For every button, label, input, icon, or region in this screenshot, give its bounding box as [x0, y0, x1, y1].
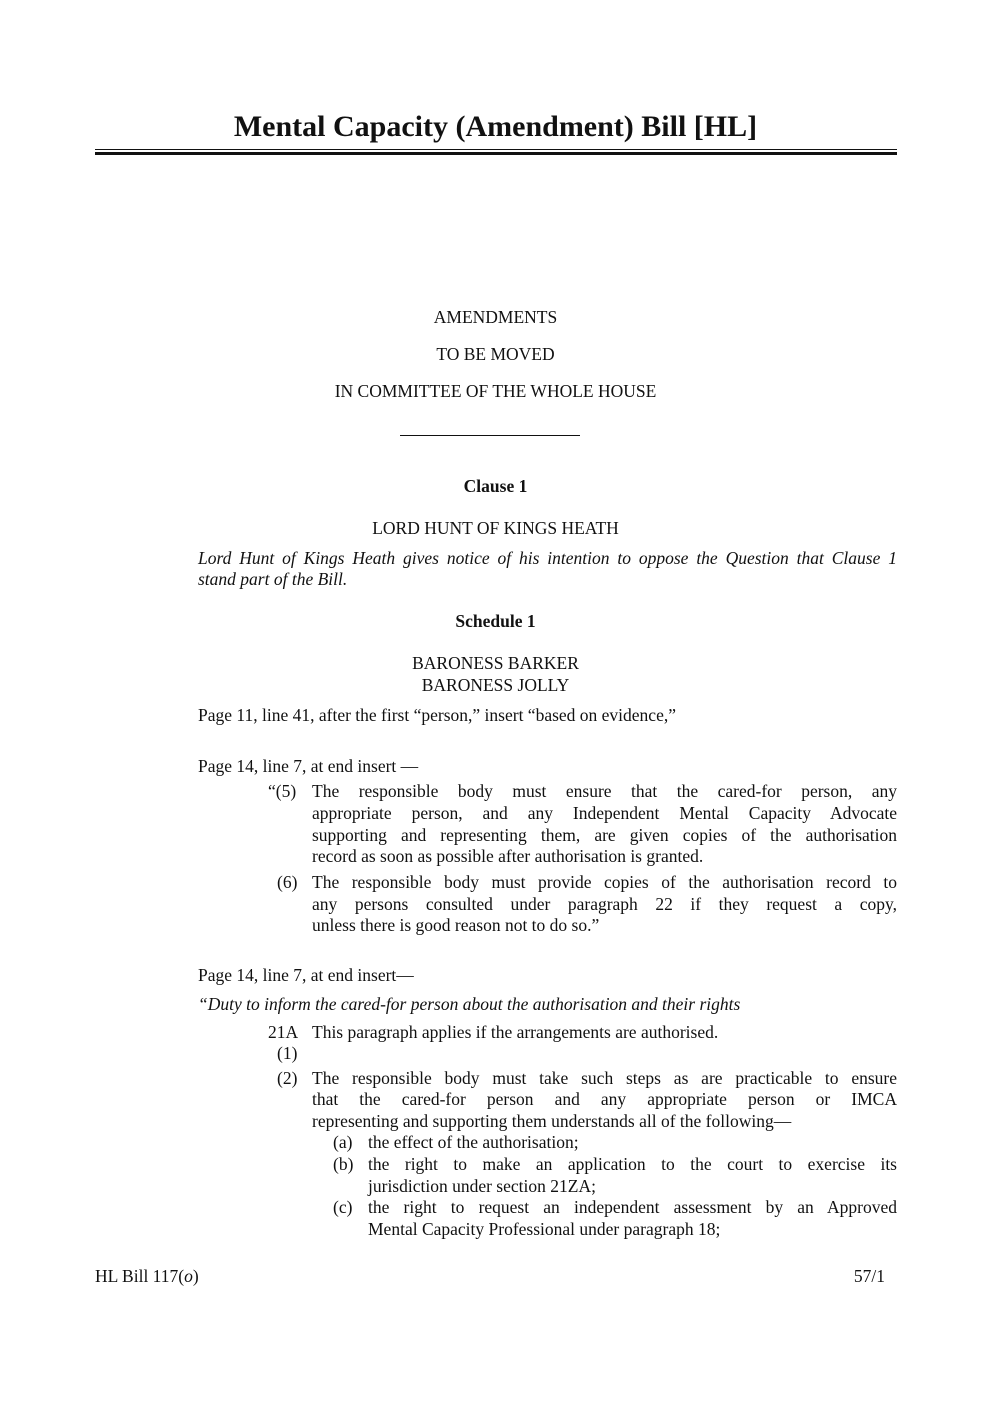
subparagraph-number: “(5) — [268, 781, 297, 801]
amendment-line: the right to request an independent assessment by an Approved — [368, 1197, 897, 1217]
amendment-text: Page 11, line 41, after the first “person,” insert “based on evidence,” — [198, 705, 676, 725]
amendment-line: the right to make an application to the court to exercise its — [368, 1154, 897, 1174]
notice-text: Lord Hunt of Kings Heath gives notice of his intention to oppose the Question that Clause 1 — [198, 548, 897, 568]
amendment-line: appropriate person, and any Independent Mental Capacity Advocate — [312, 803, 897, 823]
document-title: Mental Capacity (Amendment) Bill [HL] — [233, 110, 758, 143]
amendment-line: Mental Capacity Professional under paragraph 18; — [368, 1219, 721, 1239]
amendment-line: This paragraph applies if the arrangements are authorised. — [312, 1022, 719, 1042]
title-rule-thin — [95, 149, 897, 150]
amendment-line: The responsible body must provide copies of the authorisation record to — [312, 872, 897, 892]
amendment-line: The responsible body must ensure that the cared-for person, any — [312, 781, 897, 801]
amendment-line: that the cared-for person and any appropriate person or IMCA — [312, 1089, 897, 1109]
bill-ref-suffix: o — [184, 1266, 193, 1286]
heading-to-be-moved: TO BE MOVED — [436, 344, 555, 364]
amendment-line: The responsible body must take such steps as are practicable to ensure — [312, 1068, 897, 1088]
amendment-line: jurisdiction under section 21ZA; — [368, 1176, 596, 1196]
notice-text: stand part of the Bill. — [198, 569, 348, 589]
amendment-line: record as soon as possible after authorisation is granted. — [312, 846, 704, 866]
member-name: BARONESS JOLLY — [421, 675, 570, 695]
member-name: BARONESS BARKER — [412, 653, 579, 673]
heading-committee: IN COMMITTEE OF THE WHOLE HOUSE — [334, 381, 657, 401]
subparagraph-number: (1) — [277, 1043, 298, 1063]
item-number: (b) — [333, 1154, 354, 1174]
subparagraph-number: (2) — [277, 1068, 298, 1088]
title-rule-thick — [95, 152, 897, 155]
amendment-line: unless there is good reason not to do so.” — [312, 915, 600, 935]
bill-reference — [95, 1265, 199, 1287]
heading-amendments: AMENDMENTS — [433, 307, 558, 327]
amendment-line: supporting and representing them, are given copies of the authorisation — [312, 825, 897, 845]
amendment-intro: Page 14, line 7, at end insert — — [198, 756, 419, 776]
amendment-intro: Page 14, line 7, at end insert— — [198, 965, 414, 985]
item-number: (c) — [333, 1197, 353, 1217]
schedule-heading: Schedule 1 — [455, 611, 536, 631]
page-reference: 57/1 — [853, 1266, 885, 1286]
section-divider — [400, 435, 580, 436]
amendment-line: any persons consulted under paragraph 22 if they request a copy, — [312, 894, 897, 914]
item-number: (a) — [333, 1132, 353, 1152]
clause-heading: Clause 1 — [463, 476, 528, 496]
bill-ref-close: ) — [192, 1266, 199, 1286]
member-name: LORD HUNT OF KINGS HEATH — [372, 518, 619, 538]
paragraph-number: 21A — [268, 1022, 299, 1042]
amendment-line: representing and supporting them understands all of the following— — [312, 1111, 792, 1131]
paragraph-heading: “Duty to inform the cared-for person about the authorisation and their rights — [198, 994, 741, 1014]
bill-ref-text: HL Bill 117( — [95, 1266, 185, 1286]
subparagraph-number: (6) — [277, 872, 298, 892]
amendment-line: the effect of the authorisation; — [368, 1132, 579, 1152]
